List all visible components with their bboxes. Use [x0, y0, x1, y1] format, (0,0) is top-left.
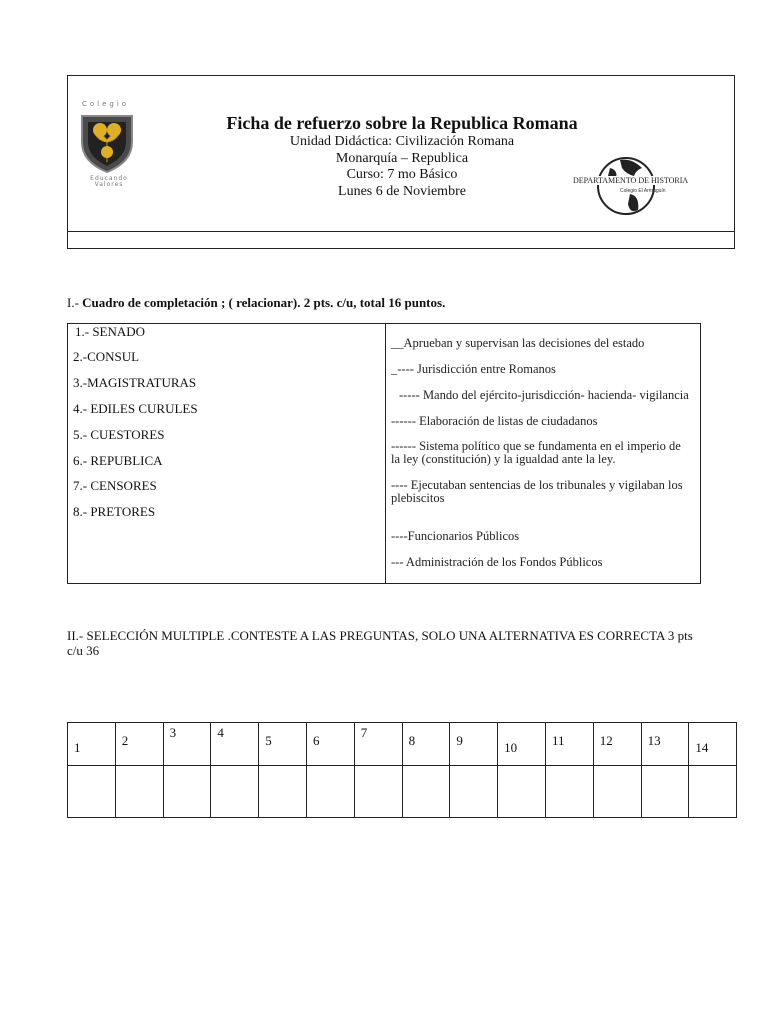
answer-number-cell [68, 723, 116, 766]
answer-grid-answers-row [68, 766, 737, 818]
answer-cell[interactable] [641, 766, 689, 818]
unit-line: Unidad Didáctica: Civilización Romana [289, 134, 515, 149]
answer-number-cell [259, 723, 307, 766]
answer-number-cell [593, 723, 641, 766]
globe-icon [586, 154, 666, 219]
answer-number: 14 [695, 740, 709, 755]
answer-cell[interactable] [545, 766, 593, 818]
left-item: 6.- REPUBLICA [73, 453, 163, 468]
answer-number-cell [306, 723, 354, 766]
section-2-heading: II.- SELECCIÓN MULTIPLE .CONTESTE A LAS PREGUNTAS, SOLO UNA ALTERNATIVA ES CORRECTA 3 pts c/u 36 [67, 628, 693, 658]
school-logo-bottom-text: Educando Valores [90, 175, 128, 188]
answer-cell[interactable] [450, 766, 498, 818]
left-item: 1.- SENADO [75, 324, 146, 339]
left-item: 2.-CONSUL [73, 349, 140, 364]
right-item: --- Administración de los Fondos Públicos [391, 555, 603, 569]
left-item: 4.- EDILES CURULES [73, 401, 198, 416]
right-item: ------ Sistema político que se fundamenta en el imperio de la ley (constitución) y la igualdad ante la ley. [391, 439, 681, 466]
section-1-heading [67, 295, 445, 311]
answer-number-cell [545, 723, 593, 766]
course-line: Curso: 7 mo Básico [346, 167, 458, 182]
answer-number-cell [115, 723, 163, 766]
page-title: Ficha de refuerzo sobre la Republica Romana [226, 113, 578, 133]
answer-number: 9 [456, 733, 463, 748]
answer-cell[interactable] [498, 766, 546, 818]
answer-number-cell [498, 723, 546, 766]
right-item: ------ Elaboración de listas de ciudadanos [391, 414, 598, 428]
answer-number-cell [354, 723, 402, 766]
answer-number-cell [450, 723, 498, 766]
answer-cell[interactable] [306, 766, 354, 818]
answer-cell[interactable] [211, 766, 259, 818]
answer-cell[interactable] [402, 766, 450, 818]
right-item: ----Funcionarios Públicos [391, 529, 520, 543]
department-logo-text: DEPARTAMENTO DE HISTORIA [573, 176, 689, 185]
answer-cell[interactable] [259, 766, 307, 818]
answer-grid-numbers-row [68, 723, 737, 766]
department-logo-subtext: Colegio El Armaguín [620, 188, 666, 194]
answer-number: 13 [647, 733, 661, 748]
matching-table [67, 323, 701, 584]
answer-number: 8 [408, 733, 416, 748]
answer-number-cell [641, 723, 689, 766]
left-item: 7.- CENSORES [73, 478, 157, 493]
department-logo [568, 154, 688, 219]
answer-cell[interactable] [115, 766, 163, 818]
left-item: 3.-MAGISTRATURAS [73, 375, 197, 390]
right-item: __Aprueban y supervisan las decisiones del estado [391, 336, 645, 350]
answer-cell[interactable] [354, 766, 402, 818]
header-divider [68, 231, 734, 232]
date-line: Lunes 6 de Noviembre [338, 184, 466, 199]
right-item: _---- Jurisdicción entre Romanos [391, 362, 556, 376]
answer-number: 11 [551, 733, 565, 748]
answer-number-cell [689, 723, 737, 766]
answer-cell[interactable] [593, 766, 641, 818]
answer-number-cell [163, 723, 211, 766]
answer-number: 7 [360, 725, 368, 740]
answer-number-cell [211, 723, 259, 766]
matching-table-divider [385, 324, 386, 583]
school-logo-top-text: Colegio [82, 100, 130, 108]
answer-number: 6 [312, 733, 320, 748]
answer-cell[interactable] [68, 766, 116, 818]
left-item: 5.- CUESTORES [73, 427, 165, 442]
answer-cell[interactable] [689, 766, 737, 818]
answer-number: 5 [265, 733, 272, 748]
answer-number: 3 [169, 725, 177, 740]
topic-line: Monarquía – Republica [335, 151, 469, 166]
answer-grid [67, 722, 737, 818]
left-item: 8.- PRETORES [73, 504, 156, 519]
right-item: ----- Mando del ejército-jurisdicción- hacienda- vigilancia [399, 388, 689, 402]
header-box [67, 75, 735, 249]
answer-number: 2 [121, 733, 129, 748]
right-item: ---- Ejecutaban sentencias de los tribunales y vigilaban los plebiscitos [391, 478, 683, 505]
answer-cell[interactable] [163, 766, 211, 818]
answer-number: 10 [504, 740, 518, 755]
section-1-title: Cuadro de completación ; ( relacionar). 2 pts. c/u, total 16 puntos. [82, 295, 446, 310]
answer-number-cell [402, 723, 450, 766]
answer-number: 12 [599, 733, 613, 748]
section-1-prefix: I.- [67, 295, 83, 310]
answer-number: 1 [74, 740, 81, 755]
answer-number: 4 [217, 725, 224, 740]
